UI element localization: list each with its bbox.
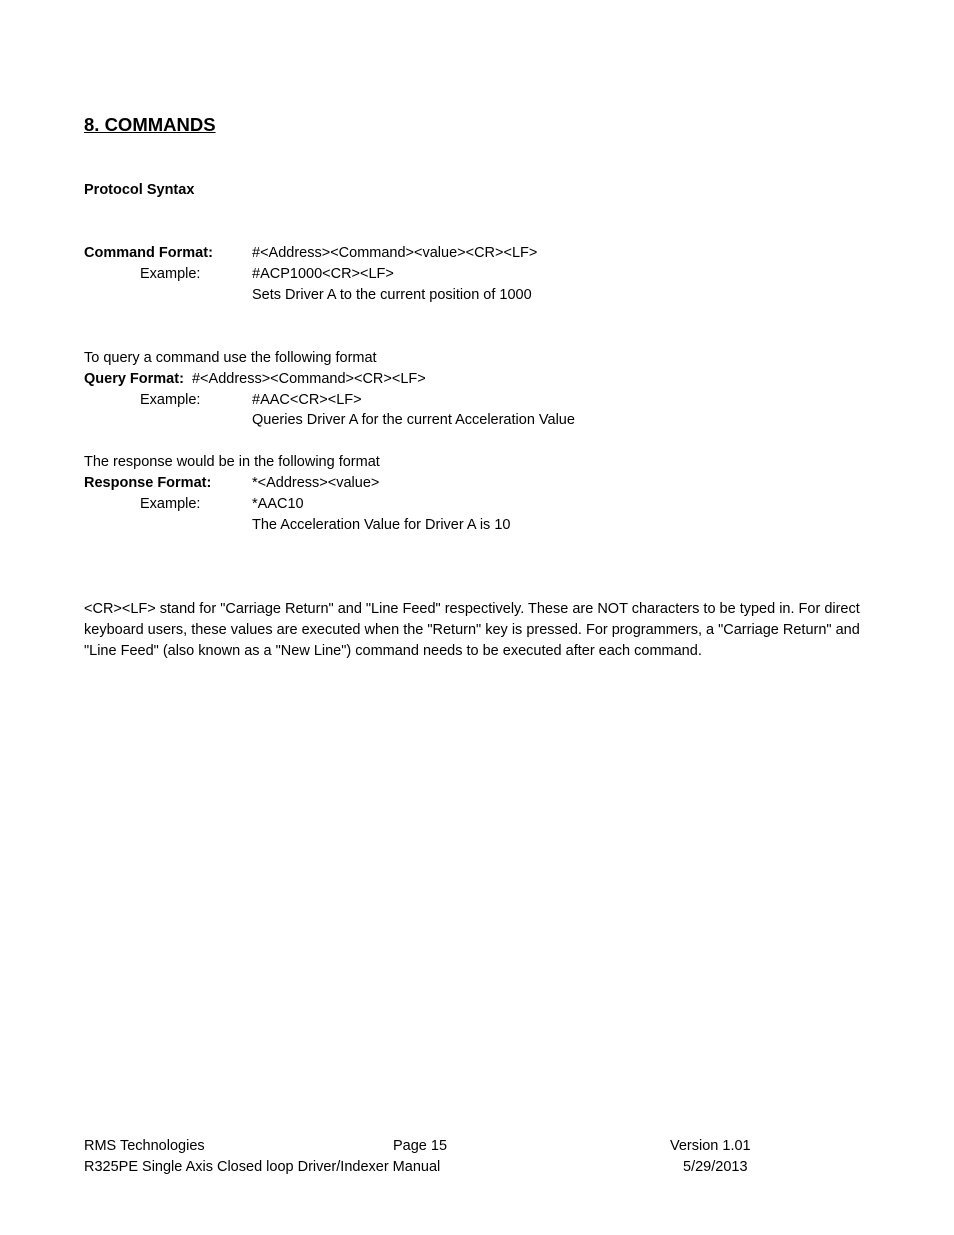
response-example-value: *AAC10 <box>252 496 304 512</box>
command-format-value: #<Address><Command><value><CR><LF> <box>252 245 538 261</box>
response-intro: The response would be in the following format <box>84 454 380 470</box>
query-example-value: #AAC<CR><LF> <box>252 392 362 408</box>
query-format-label: Query Format: <box>84 371 184 387</box>
query-example-description: Queries Driver A for the current Acceleration Value <box>252 412 575 428</box>
command-example-description: Sets Driver A to the current position of 1000 <box>252 287 532 303</box>
footer-company: RMS Technologies <box>84 1138 205 1154</box>
footer-page-number: Page 15 <box>393 1138 448 1154</box>
query-format-value: #<Address><Command><CR><LF> <box>191 371 426 387</box>
command-example-label: Example: <box>140 266 201 282</box>
query-intro: To query a command use the following format <box>84 350 377 366</box>
footer-version: Version 1.01 <box>670 1138 751 1154</box>
section-heading: 8. COMMANDS <box>84 114 216 135</box>
footer-date: 5/29/2013 <box>683 1159 748 1175</box>
response-format-value: *<Address><value> <box>252 475 380 491</box>
response-example-label: Example: <box>140 496 201 512</box>
response-example-description: The Acceleration Value for Driver A is 10 <box>252 517 511 533</box>
footer-manual-title: R325PE Single Axis Closed loop Driver/Indexer Manual <box>84 1159 441 1175</box>
command-format-label: Command Format: <box>84 245 213 261</box>
command-example-value: #ACP1000<CR><LF> <box>252 266 394 282</box>
query-example-label: Example: <box>140 392 201 408</box>
query-format-line <box>84 369 426 390</box>
response-format-label: Response Format: <box>84 475 212 491</box>
cr-lf-note: <CR><LF> stand for "Carriage Return" and "Line Feed" respectively. These are NOT characters to be typed in. For direct keyboard users, these values are executed when the "Return" key is pressed. For programmers, a "Carriage Return" and "Line Feed" (also known as a "New Line") command needs to be executed after each command. <box>84 601 860 659</box>
subheading: Protocol Syntax <box>84 182 195 198</box>
